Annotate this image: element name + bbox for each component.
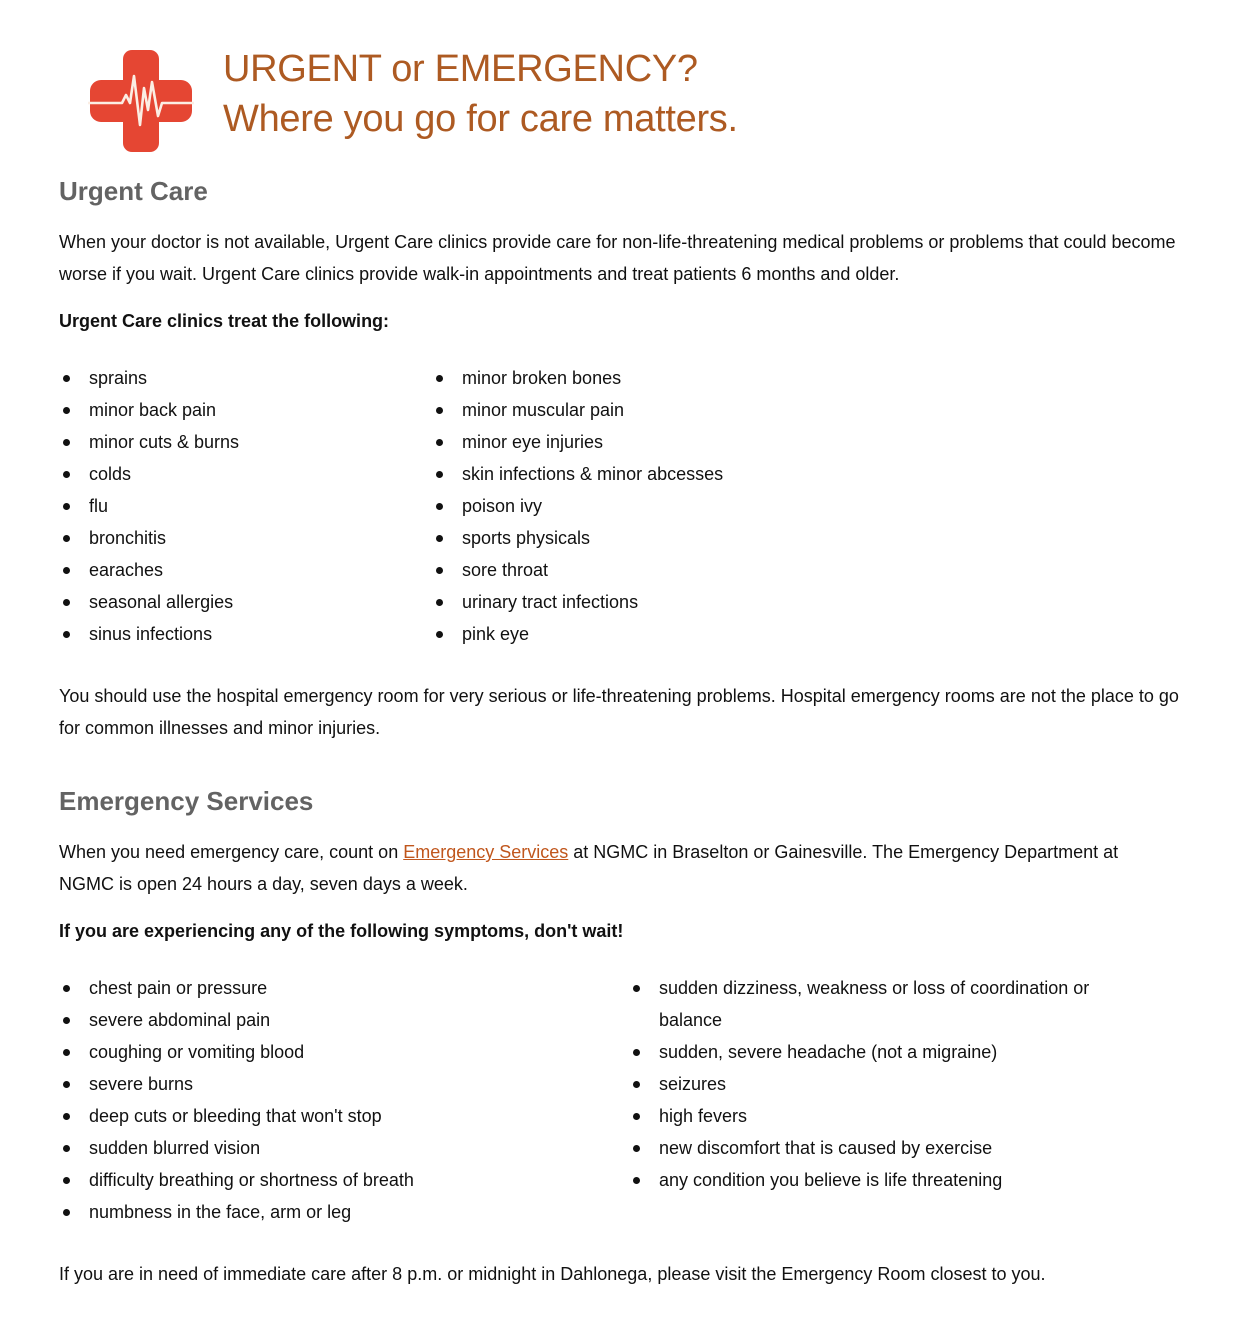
emergency-intro [59,836,1169,900]
list-item: minor broken bones [432,362,852,394]
list-item: difficulty breathing or shortness of breath [59,1164,599,1196]
urgent-care-intro: When your doctor is not available, Urgent Care clinics provide care for non-life-threatening medical problems or problems that could become worse if you wait. Urgent Care clinics provide walk-in appointments and treat patients 6 months and older. [59,232,1176,284]
after-hours-note: If you are in need of immediate care after 8 p.m. or midnight in Dahlonega, please visit the Emergency Room closest to you. [59,1264,1046,1284]
list-item: sports physicals [432,522,852,554]
list-item: sinus infections [59,618,419,650]
urgent-care-list-heading: Urgent Care clinics treat the following: [59,311,390,331]
urgent-care-heading: Urgent Care [59,176,208,206]
emergency-symptoms-list-right [629,972,1129,1196]
list-item: bronchitis [59,522,419,554]
emergency-symptoms-list-left [59,972,599,1228]
list-item: pink eye [432,618,852,650]
list-item: new discomfort that is caused by exercise [629,1132,1129,1164]
emergency-services-link[interactable]: Emergency Services [403,842,569,862]
list-item: seasonal allergies [59,586,419,618]
list-item: flu [59,490,419,522]
list-item: sudden, severe headache (not a migraine) [629,1036,1129,1068]
urgent-care-list-right [432,362,852,650]
list-item: numbness in the face, arm or leg [59,1196,599,1228]
medical-cross-heartbeat-icon [88,48,194,154]
emergency-list-heading: If you are experiencing any of the following symptoms, don't wait! [59,921,624,941]
list-item: minor back pain [59,394,419,426]
list-item: severe abdominal pain [59,1004,599,1036]
title-line-2: Where you go for care matters. [223,98,738,140]
list-item: chest pain or pressure [59,972,599,1004]
list-item: minor muscular pain [432,394,852,426]
list-item: high fevers [629,1100,1129,1132]
list-item: sore throat [432,554,852,586]
list-item: earaches [59,554,419,586]
er-usage-note: You should use the hospital emergency room for very serious or life-threatening problems. Hospital emergency rooms are not the place to go for common illnesses and minor injuries. [59,686,1179,738]
list-item: sudden dizziness, weakness or loss of coordination or balance [629,972,1129,1036]
list-item: sudden blurred vision [59,1132,599,1164]
list-item: coughing or vomiting blood [59,1036,599,1068]
list-item: deep cuts or bleeding that won't stop [59,1100,599,1132]
list-item: colds [59,458,419,490]
title-line-1: URGENT or EMERGENCY? [223,48,698,90]
list-item: seizures [629,1068,1129,1100]
list-item: minor eye injuries [432,426,852,458]
emergency-intro-after: at NGMC in Braselton or Gainesville. The Emergency Department at NGMC is open 24 hours a day, seven days a week. [59,842,1119,894]
list-item: minor cuts & burns [59,426,419,458]
emergency-services-heading: Emergency Services [59,786,314,816]
list-item: urinary tract infections [432,586,852,618]
list-item: skin infections & minor abcesses [432,458,852,490]
list-item: severe burns [59,1068,599,1100]
list-item: sprains [59,362,419,394]
list-item: any condition you believe is life threatening [629,1164,1129,1196]
emergency-intro-before: When you need emergency care, count on [59,842,404,862]
page-title [223,44,738,144]
urgent-care-list-left [59,362,419,650]
list-item: poison ivy [432,490,852,522]
